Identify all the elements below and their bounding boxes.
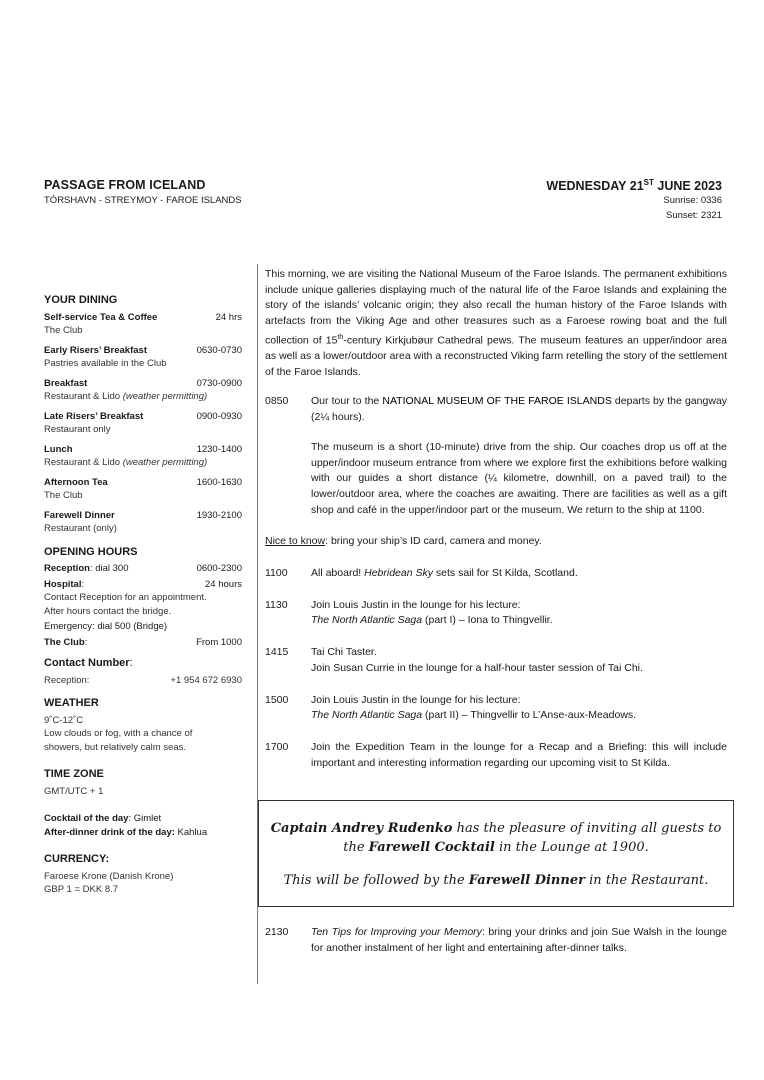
- dining-heading: YOUR DINING: [44, 294, 118, 306]
- event-1100: 1100 All aboard! Hebridean Sky sets sail for St Kilda, Scotland.: [265, 566, 727, 582]
- sunrise-time: Sunrise: 0336: [663, 195, 722, 206]
- reception-hours: Reception: dial 300 0600-2300: [44, 563, 242, 574]
- page-title: PASSAGE FROM ICELAND: [44, 178, 206, 192]
- club-hours: The Club: From 1000: [44, 636, 242, 648]
- dining-item: Lunch 1230-1400 Restaurant & Lido (weather permitting): [44, 443, 242, 468]
- opening-hours-heading: OPENING HOURS: [44, 545, 138, 558]
- emergency-number: Emergency: dial 500 (Bridge): [44, 621, 168, 632]
- weather-info: 9˚C-12˚C Low clouds or fog, with a chance of showers, but relatively calm seas.: [44, 714, 193, 753]
- invitation-dinner-line: This will be followed by the Farewell Dinner in the Restaurant.: [283, 873, 709, 888]
- hospital-hours: Hospital: 24 hours Contact Reception for an appointment. After hours contact the bridge.: [44, 578, 242, 617]
- event-time: 2130: [265, 926, 289, 938]
- nice-to-know: Nice to know: bring your ship’s ID card, camera and money.: [265, 535, 542, 548]
- event-time: 1100: [265, 567, 288, 580]
- contact-number: Reception: +1 954 672 6930: [44, 674, 242, 686]
- event-time: 1130: [265, 598, 288, 611]
- drinks-of-day: Cocktail of the day: Gimlet After-dinner drink of the day: Kahlua: [44, 813, 208, 838]
- event-1130: 1130 Join Louis Justin in the lounge for his lecture: The North Atlantic Saga (part I) – Iona to Thingvellir.: [265, 598, 727, 629]
- event-0850: 0850 Our tour to the NATIONAL MUSEUM OF THE FAROE ISLANDS departs by the gangway (2¼ hours). The museum is a short (10-minute) drive from the ship. Our coaches drop us off at the upper/indoor museum entrance from where we explore first the exhibitions before walking with our guides a short distance (¼ kilometre, downhill, on a paved trail) to the lower/outdoor area, where the coaches are awaiting. There are facilities as well as a gift shop and café in the upper/indoor part or the museum. We return to the ship at 1100.: [265, 394, 727, 518]
- event-1415: 1415 Tai Chi Taster. Join Susan Currie in the lounge for a half-hour taster session of Tai Chi.: [265, 645, 727, 676]
- dining-item: Afternoon Tea 1600-1630 The Club: [44, 476, 242, 501]
- event-time: 1700: [265, 740, 289, 753]
- dining-item: Farewell Dinner 1930-2100 Restaurant (only): [44, 509, 242, 534]
- event-time: 1415: [265, 646, 289, 659]
- sunset-time: Sunset: 2321: [666, 210, 722, 221]
- contact-heading: Contact Number:: [44, 657, 133, 669]
- timezone-heading: TIME ZONE: [44, 768, 104, 780]
- dining-item: Self-service Tea & Coffee 24 hrs The Club: [44, 311, 242, 336]
- currency-line: Faroese Krone (Danish Krone): [44, 870, 174, 882]
- weather-heading: WEATHER: [44, 697, 99, 709]
- captain-invitation-box: [258, 800, 734, 907]
- intro-paragraph: This morning, we are visiting the National Museum of the Faroe Islands. The permanent exhibitions include unique galleries displaying much of the natural life of the Faroe Islands and explaining the story of the islands’ volcanic origin; they also recall the human history of the Faroe Islands with artefacts from the Viking Age and other treasures such as a Faroese rowing boat and the full collection of 15th-century Kirkjubøur Cathedral pews. The museum features an upper/indoor area as well as a lower/outdoor area with a reconstructed Viking farm retelling the story of the settlement of the Faroe Islands.: [265, 268, 728, 378]
- event-time: 0850: [265, 395, 289, 408]
- event-1700: 1700 Join the Expedition Team in the lounge for a Recap and a Briefing: this will include important and interesting information regarding our upcoming visit to St Kilda.: [265, 740, 727, 771]
- event-time: 1500: [265, 693, 289, 706]
- dining-item: Early Risers’ Breakfast 0630-0730 Pastries available in the Club: [44, 344, 242, 369]
- event-1500: 1500 Join Louis Justin in the lounge for his lecture: The North Atlantic Saga (part II) – Thingvellir to L’Anse-aux-Meadows.: [265, 693, 727, 724]
- info-sidebar: [44, 294, 242, 897]
- daily-programme: [265, 267, 727, 787]
- timezone-value: GMT/UTC + 1: [44, 785, 104, 797]
- currency-heading: CURRENCY:: [44, 853, 110, 865]
- location-subtitle: TÓRSHAVN - STREYMOY - FAROE ISLANDS: [44, 195, 242, 206]
- date-heading: WEDNESDAY 21ST JUNE 2023: [546, 178, 722, 193]
- event-2130: 2130 Ten Tips for Improving your Memory: bring your drinks and join Sue Walsh in the lounge for another instalment of her light and entertaining after-dinner talks.: [265, 925, 727, 956]
- dining-item: Breakfast 0730-0900 Restaurant & Lido (weather permitting): [44, 377, 242, 402]
- date-block: [546, 178, 722, 223]
- invitation-line: Captain Andrey Rudenko has the pleasure of inviting all guests to the Farewell Cocktail in the Lounge at 1900.: [270, 821, 722, 855]
- exchange-rate: GBP 1 = DKK 8.7: [44, 884, 119, 895]
- dining-item: Late Risers’ Breakfast 0900-0930 Restaurant only: [44, 410, 242, 435]
